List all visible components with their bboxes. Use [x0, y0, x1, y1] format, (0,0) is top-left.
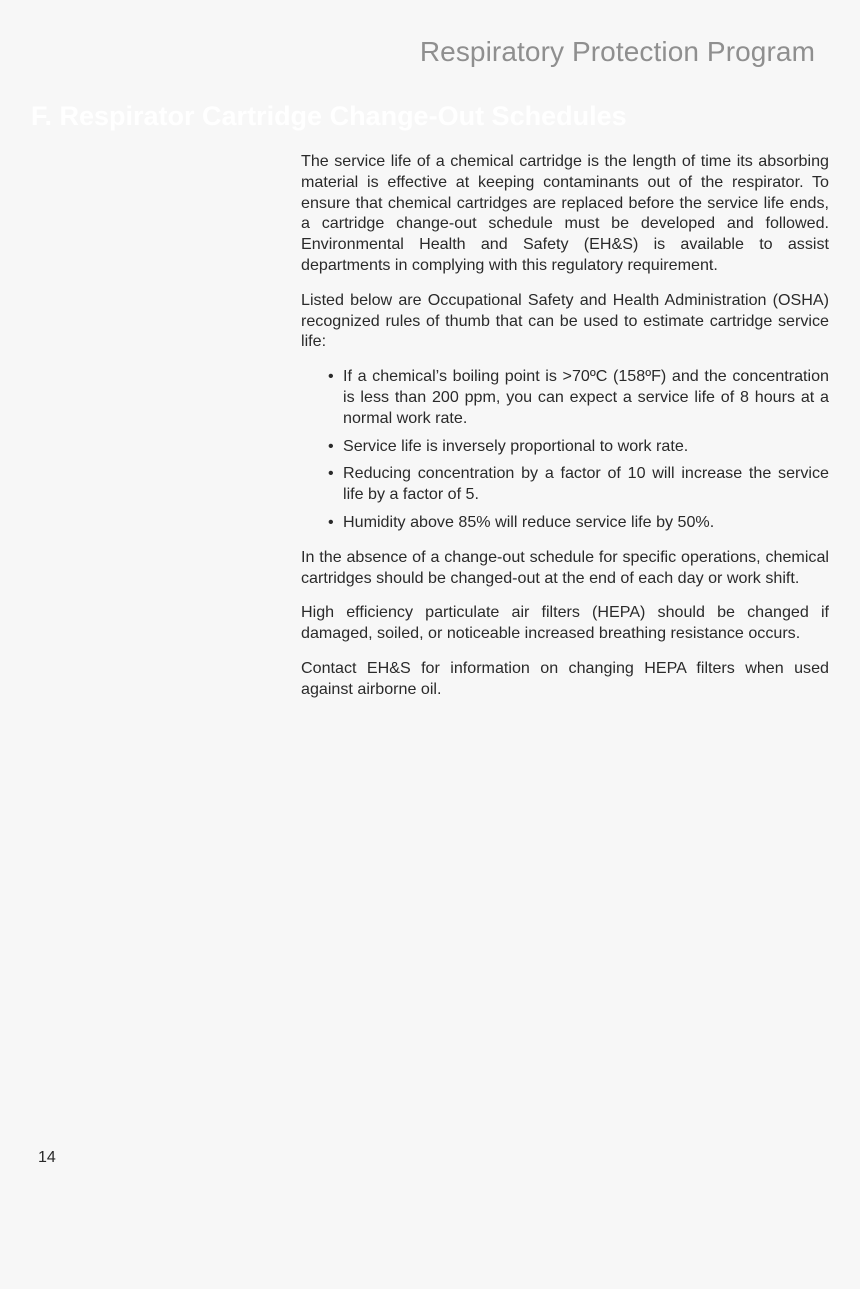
- list-item: [328, 512, 829, 533]
- list-item-text: If a chemical’s boiling point is >70ºC (158ºF) and the concentration is less than 200 ppm, you can expect a service life of 8 hours at a normal work rate.: [343, 367, 829, 427]
- paragraph-hepa-change: High efficiency particulate air filters (HEPA) should be changed if damaged, soiled, or noticeable increased breathing resistance occurs.: [301, 603, 829, 643]
- body-content: [301, 151, 829, 714]
- paragraph-no-schedule: In the absence of a change-out schedule for specific operations, chemical cartridges should be changed-out at the end of each day or work shift.: [301, 547, 829, 587]
- page-number: 14: [38, 1149, 56, 1166]
- bullet-icon: •: [328, 436, 334, 455]
- paragraph-contact-ehs: Contact EH&S for information on changing HEPA filters when used against airborne oil.: [301, 658, 829, 698]
- section-heading: F. Respirator Cartridge Change-Out Schedules: [31, 101, 627, 131]
- bullet-icon: •: [328, 367, 334, 386]
- bullet-icon: •: [328, 464, 334, 483]
- list-item: [328, 436, 829, 457]
- paragraph-service-life: The service life of a chemical cartridge is the length of time its absorbing material is effective at keeping contaminants out of the respirator. To ensure that chemical cartridges are replaced before the service life ends, a cartridge change-out schedule must be developed and followed. Environmental Health and Safety (EH&S) is available to assist departments in complying with this regulatory requirement.: [301, 152, 829, 274]
- rules-of-thumb-list: [301, 366, 829, 533]
- paragraph-rules-intro: Listed below are Occupational Safety and Health Administration (OSHA) recognized rules of thumb that can be used to estimate cartridge service life:: [301, 290, 829, 351]
- list-item-text: Humidity above 85% will reduce service life by 50%.: [343, 512, 715, 531]
- list-item: [328, 463, 829, 505]
- list-item-text: Reducing concentration by a factor of 10 will increase the service life by a factor of 5.: [343, 464, 829, 504]
- bullet-icon: •: [328, 512, 334, 531]
- running-header-title: Respiratory Protection Program: [419, 36, 815, 67]
- list-item: [328, 366, 829, 428]
- list-item-text: Service life is inversely proportional to work rate.: [343, 436, 689, 455]
